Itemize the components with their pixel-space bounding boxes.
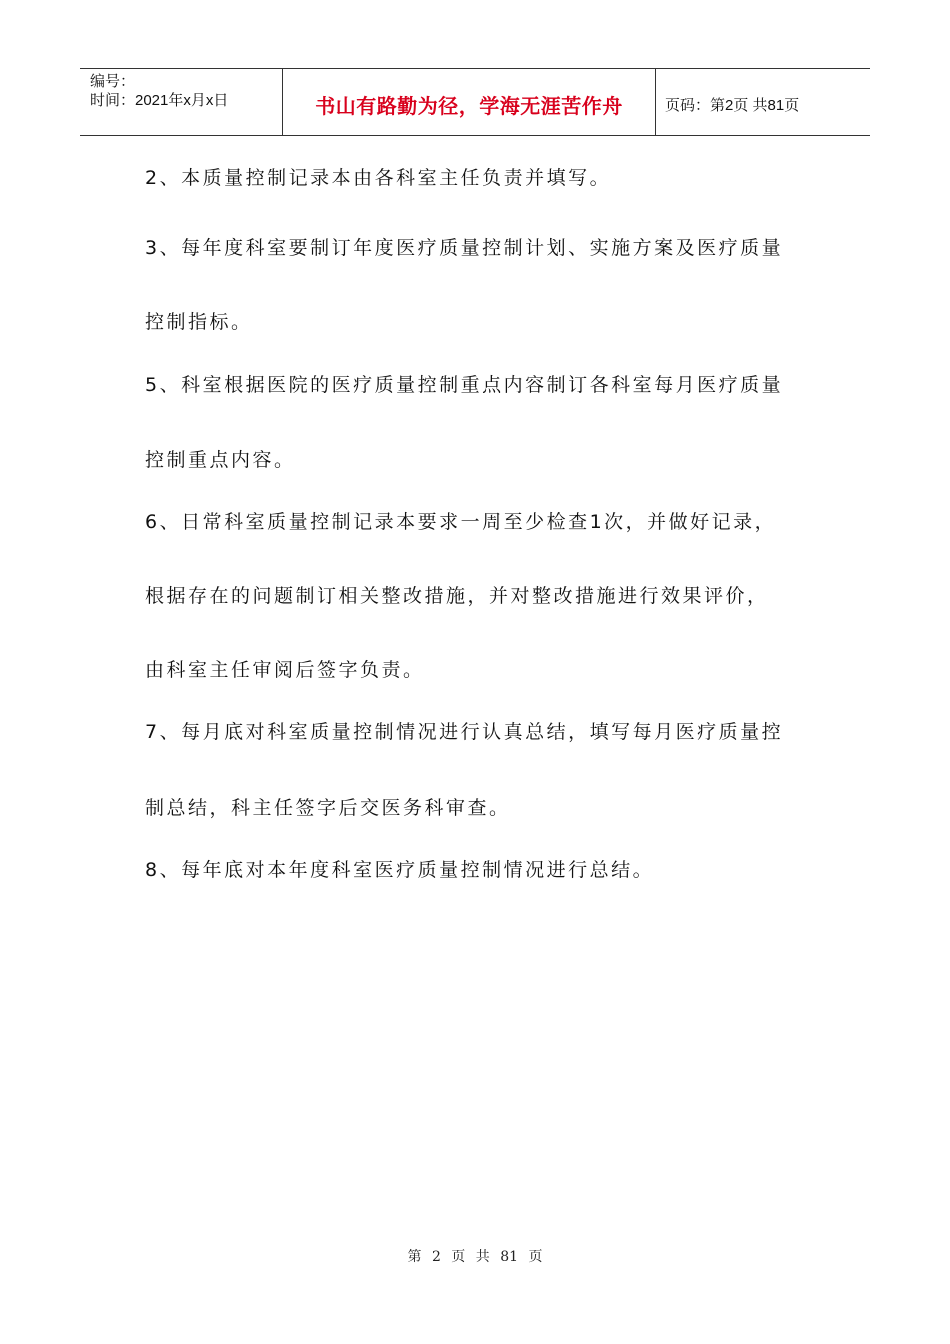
header-motto: 书山有路勤为径，学海无涯苦作舟: [282, 69, 656, 135]
body-line: 控制指标。: [145, 311, 253, 333]
body-line: 5、科室根据医院的医疗质量控制重点内容制订各科室每月医疗质量: [145, 374, 784, 396]
page-footer: 第 2 页 共 81 页: [407, 1249, 543, 1265]
body-line: 控制重点内容。: [145, 449, 296, 471]
body-line: 3、每年度科室要制订年度医疗质量控制计划、实施方案及医疗质量: [145, 237, 784, 259]
body-line: 根据存在的问题制订相关整改措施，并对整改措施进行效果评价，: [145, 585, 769, 607]
number-label: 编号：: [90, 73, 136, 90]
body-line: 7、每月底对科室质量控制情况进行认真总结，填写每月医疗质量控: [145, 721, 784, 743]
body-line: 6、日常科室质量控制记录本要求一周至少检查1次，并做好记录，: [145, 511, 777, 533]
body-line: 由科室主任审阅后签字负责。: [145, 659, 425, 681]
header-meta-cell: [80, 69, 282, 135]
time-label: 时间：2021年x月x日: [90, 92, 229, 109]
header-page-info: 页码：第2页 共81页: [665, 96, 800, 114]
body-line: 8、每年底对本年度科室医疗质量控制情况进行总结。: [145, 859, 655, 881]
document-header: [80, 68, 870, 136]
body-line: 制总结，科主任签字后交医务科审查。: [145, 797, 511, 819]
body-line: 2、本质量控制记录本由各科室主任负责并填写。: [145, 167, 612, 189]
